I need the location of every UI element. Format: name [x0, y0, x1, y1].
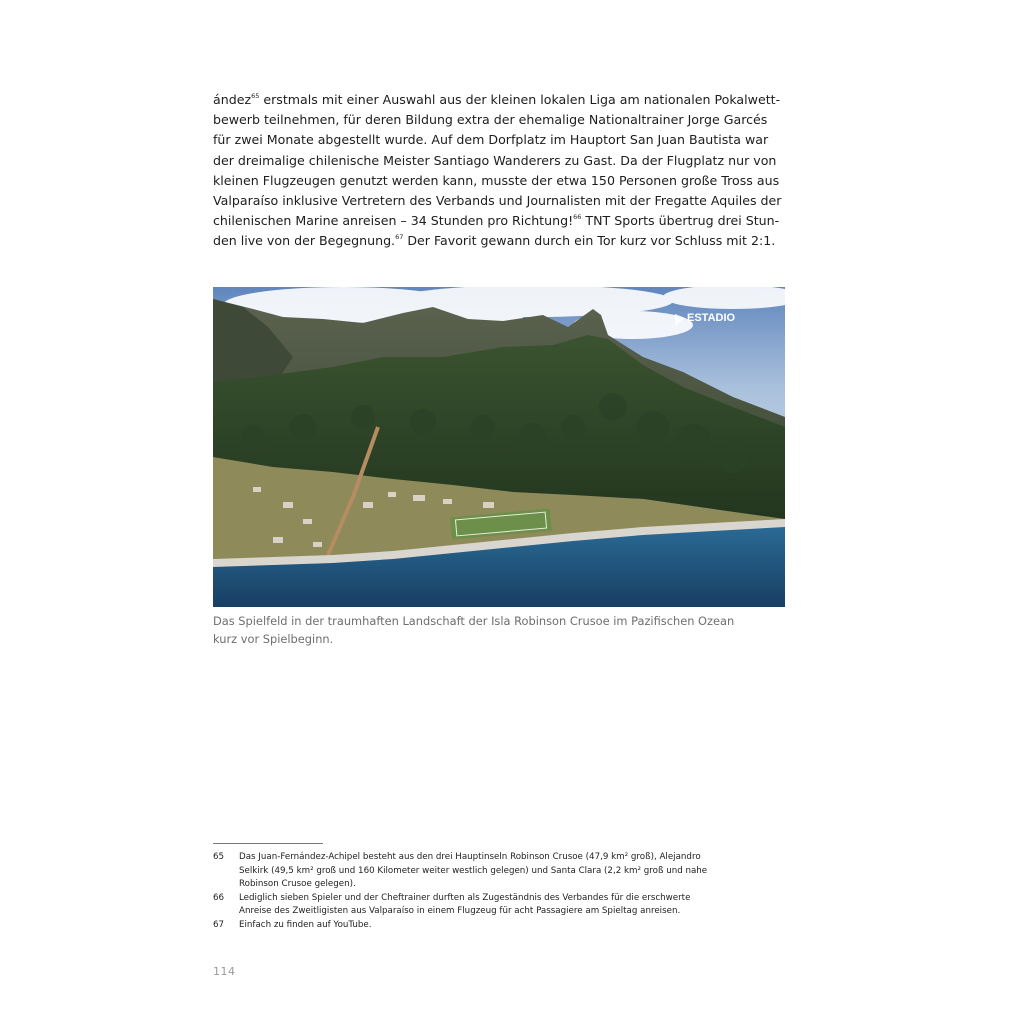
body-line: für zwei Monate abgestellt wurde. Auf dem Dorfplatz im Hauptort San Juan Bautista war	[213, 132, 769, 148]
footnote-ref-66[interactable]: 66	[573, 213, 582, 222]
footnote-ref-67[interactable]: 67	[395, 233, 404, 242]
caption-line: kurz vor Spielbeginn.	[213, 632, 334, 646]
footnote-text: Lediglich sieben Spieler und der Cheftrainer durften als Zugeständnis des Verbandes für die erschwerte Anreise des Zweitligisten aus Valparaíso in einem Flugzeug für acht Passagiere am Spieltag anreisen.	[239, 892, 691, 917]
footnote-number: 65	[213, 852, 225, 862]
body-line: den live von der Begegnung.$^{67}$ Der Favorit gewann durch ein Tor kurz vor Schluss mit 2:1.	[213, 233, 776, 249]
body-line: Valparaíso inklusive Vertretern des Verbands und Journalisten mit der Fregatte Aquiles der	[213, 193, 782, 209]
footnote-divider	[213, 843, 323, 844]
footnotes	[213, 851, 787, 933]
body-line: chilenischen Marine anreisen – 34 Stunden pro Richtung!$^{66}$ TNT Sports übertrug drei Stun-	[213, 213, 780, 229]
caption-line: Das Spielfeld in der traumhaften Landschaft der Isla Robinson Crusoe im Pazifischen Ozean	[213, 614, 735, 628]
footnote-number: 67	[213, 919, 225, 930]
footnote-text: Das Juan-Fernández-Achipel besteht aus den drei Hauptinseln Robinson Crusoe (47,9 km² groß), Alejandro Selkirk (49,5 km² groß und 160 Kilometer weiter westlich gelegen) und Santa Clara (2,2 km² groß und nahe Robinson Crusoe gelegen).	[239, 852, 708, 890]
footnote-ref-65[interactable]: 65	[251, 92, 260, 100]
body-line: bewerb teilnehmen, für deren Bildung extra der ehemalige Nationaltrainer Jorge Garcés	[213, 112, 768, 128]
footnote-65	[213, 851, 787, 892]
footnote-67	[213, 919, 787, 933]
body-line: der dreimalige chilenische Meister Santiago Wanderers zu Gast. Da der Flugplatz nur von	[213, 152, 777, 168]
page-number: 114	[213, 965, 236, 978]
body-line: kleinen Flugzeugen genutzt werden kann, musste der etwa 150 Personen große Tross aus	[213, 172, 780, 188]
aerial-photo-robinson-crusoe	[213, 287, 785, 607]
watermark-text: ESTADIO	[687, 312, 736, 324]
footnote-number: 66	[213, 892, 225, 903]
body-line: ández$^{65}$ erstmals mit einer Auswahl aus der kleinen lokalen Liga am nationalen Pokalwett-	[213, 92, 781, 107]
photo-caption	[213, 612, 785, 648]
body-paragraph	[213, 90, 785, 252]
footnote-text: Einfach zu finden auf YouTube.	[239, 919, 372, 930]
footnote-66	[213, 892, 787, 919]
